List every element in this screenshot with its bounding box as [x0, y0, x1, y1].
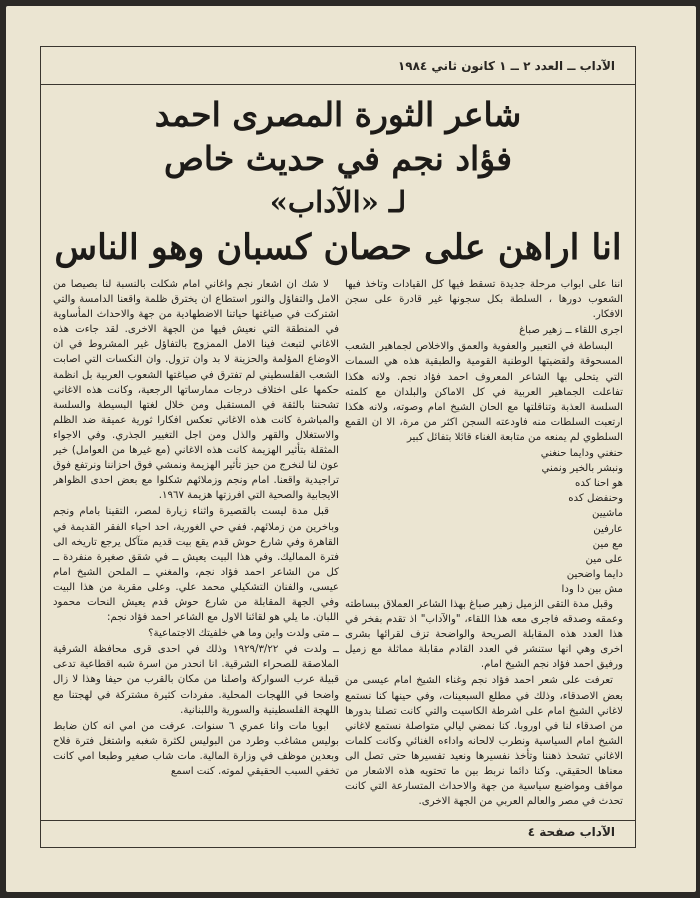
body-paragraph: وقبل مدة التقى الزميل زهير صباغ بهذا الشاعر العملاق ببساطته وعمقه وصدقه فاجرى معه هذا اللقاء، "والآداب" اذ تقدم بفخر في هذا العدد هذه المقابلة الصريحة والواضحة تزف لقرائها بشرى اخرى وهي انها ستنشر في العدد القادم مقابلة مماثلة مع زميل ورفيق احمد فؤاد نجم الشيخ امام.	[345, 598, 623, 671]
body-paragraph: لا شك ان اشعار نجم واغاني امام شكلت بالنسبة لنا بصيصا من الامل والتفاؤل والنور استطاع ان يخترق ظلمة واقعنا الدامسة والتي اشتركت في صياغتها حياتنا الاضطهادية من جهة والاحداث المأساوية في المنطقة التي نعيش فيها من الجهة الاخرى. لقد جاءت هذه الاغاني لتبعث فينا الامل الممزوج بالتفاؤل غير المشروط في ان الاوضاع المؤلمة والحزينة لا بد وان تزول. وان النكسات التي اصابت الشعب الفلسطيني لم تفترق في صياغتها الشعوب العربية بل انظمة حكمها على اختلاف درجات ممارساتها الرجعية، وكانت هذه الاغاني تشحننا بالثقة في المستقبل ومن خلال لغتها البسيطة والسلسة والمباشرة كانت هذه الاغاني تعكس افكارا ثورية عميقة ضد الظلم والاستغلال والقهر والذل ومن اجل التغيير الجذري. وفي الاجواء المثقلة بتأثير الهزيمة كانت هذه الاغاني (مع غيرها من العوامل) خير عون لنا لنخرج من حيز تأثير الهزيمة ونمشي فوق احزاننا ونرتفع فوق تراجيدية واقعنا. امام ونجم وزملائهم شكلوا مع بعض احدى الظواهر الايجابية والصحية التي افرزتها هزيمة ١٩٦٧.	[53, 279, 339, 502]
headline-line-4: انا اراهن على حصان كسبان وهو الناس	[54, 227, 622, 268]
body-paragraph: قبل مدة ليست بالقصيرة واثناء زيارة لمصر، التقينا بامام ونجم وباخرين من زملائهم. ففي حي الغورية، احد احياء الفقر القديمة في القاهرة وفي شارع حوش قدم يقع بيت قديم متآكل يرجع تاريخه الى فترة المماليك. وفي هذا البيت يعيش ــ في شقق صغيرة منفردة ــ كل من الشاعر احمد فؤاد نجم، والمغني ــ الملحن الشيخ امام عيسى، والفنان التشكيلي محمد علي. وعلى مقربة من هذا البيت وفي الجهة المقابلة من شارع حوش قدم يعيش النحات محمود اللبان. ما يلي هو لقائنا الاول مع الشاعر احمد فؤاد نجم:	[53, 506, 339, 624]
headline-line-1: شاعر الثورة المصرى احمد	[154, 95, 522, 134]
page-footer: الآداب صفحة ٤	[527, 825, 615, 839]
intro-paragraph: البساطة في التعبير والعفوية والعمق والاخلاص لجماهير الشعب المسحوقة ولقضيتها الوطنية القومية والطبقية هذه هي السمات التي يتحلى بها الشاعر المعروف احمد فؤاد نجم. ولانه هكذا تفاعلت الجماهير العربية في كل الاماكن والبلدان مع كلمته السلسة العذبة وتناقلتها مع الحان الشيخ امام وصوته، ولانه هكذا ارتعبت السلطات منه فاودعته السجن اكثر من مرة، الا ان القمع السلطوي لم يمنعه من متابعة الغناء قائلا بتفائل كبير	[345, 341, 623, 443]
magazine-page	[6, 6, 696, 892]
page-frame	[40, 46, 636, 848]
footer-rule	[41, 820, 635, 821]
verse-line: مش بين دا ودا	[561, 583, 623, 595]
verse-line: ماشيين	[591, 508, 623, 520]
verse-block	[345, 446, 623, 597]
interview-answer: ابويا مات وانا عمري ٦ سنوات. عرفت من امي انه كان ضابط بوليس مشاغب وطرد من البوليس لكثرة شغبه واشتغل فترة فلاح وبعدين موظف في وزارة المالية. مات شاب صغير وطبعا امي كانت تخفي السبب الحقيقي لموته. كنت اسمع	[53, 720, 339, 777]
verse-line: دايما واضحين	[566, 568, 623, 580]
intro-summary: اننا على ابواب مرحلة جديدة تسقط فيها كل القيادات وتاخذ فيها الشعوب دورها ، السلطة بكل سجونها غير قادرة على سجن الافكار.	[345, 279, 623, 321]
article-headline	[49, 93, 627, 273]
running-head: الآداب ــ العدد ٢ ــ ١ كانون ثاني ١٩٨٤	[41, 47, 635, 85]
right-column	[345, 277, 623, 825]
verse-line: حنغني ودايما حنغني	[540, 448, 623, 460]
verse-line: مع مين	[592, 538, 623, 550]
verse-line: عارفين	[593, 523, 623, 535]
interview-question: ــ متى ولدت واين وما هي خلفيتك الاجتماعية؟	[148, 628, 339, 640]
verse-line: هو احنا كده	[575, 478, 623, 490]
byline: اجرى اللقاء ــ زهير صباغ	[519, 325, 623, 337]
verse-line: وحنفضل كده	[568, 493, 623, 505]
left-column	[53, 277, 339, 825]
body-paragraph: تعرفت على شعر احمد فؤاد نجم وغناء الشيخ امام عيسى من بعض الاصدقاء، وذلك في مطلع السبعينات، وفي حينها كنا نستمع لاغاني الشيخ امام على اشرطة الكاسيت والتي كانت تصلنا بدورها من اصدقاء لنا في اوروبا. كنا نمضي ليالي متواصلة نستمع لاغاني الشيخ امام السياسية ونطرب لالحانه واداءه الغنائي وكانت كلمات الاغاني تشحذ ذهننا وتأخذ نفسيرها ونعيد تفسيرها حتى تصل الى معناها الحقيقي. وكنا دائما نربط بين ما تحتويه هذه الاشعار من مواقف ومواضيع سياسية من جهة والاحداث المتسارعة التي كانت تحدث في مصر والعالم العربي من الجهة الاخرى.	[345, 675, 623, 808]
verse-line: ونبشر بالخير ونمني	[541, 463, 623, 475]
interview-answer: ــ ولدت في ١٩٢٩/٣/٢٢ وذلك في احدى قرى محافظة الشرقية الملاصقة للصحراء الشرقية. انا انحدر من اسرة شبه اقطاعية تدعى قبيلة عرب السواركة واصلنا من مكان بالقرب من حيفا وهذا لا زال واضحا في اللهجات المحلية. مفردات كثيرة مشتركة في لهجتنا مع اللهجة الفلسطينية والسورية واللبنانية.	[53, 644, 339, 716]
headline-line-2: فؤاد نجم في حديث خاص	[163, 139, 513, 178]
verse-line: على مين	[585, 553, 623, 565]
headline-line-3: لـ «الآداب»	[269, 185, 407, 219]
